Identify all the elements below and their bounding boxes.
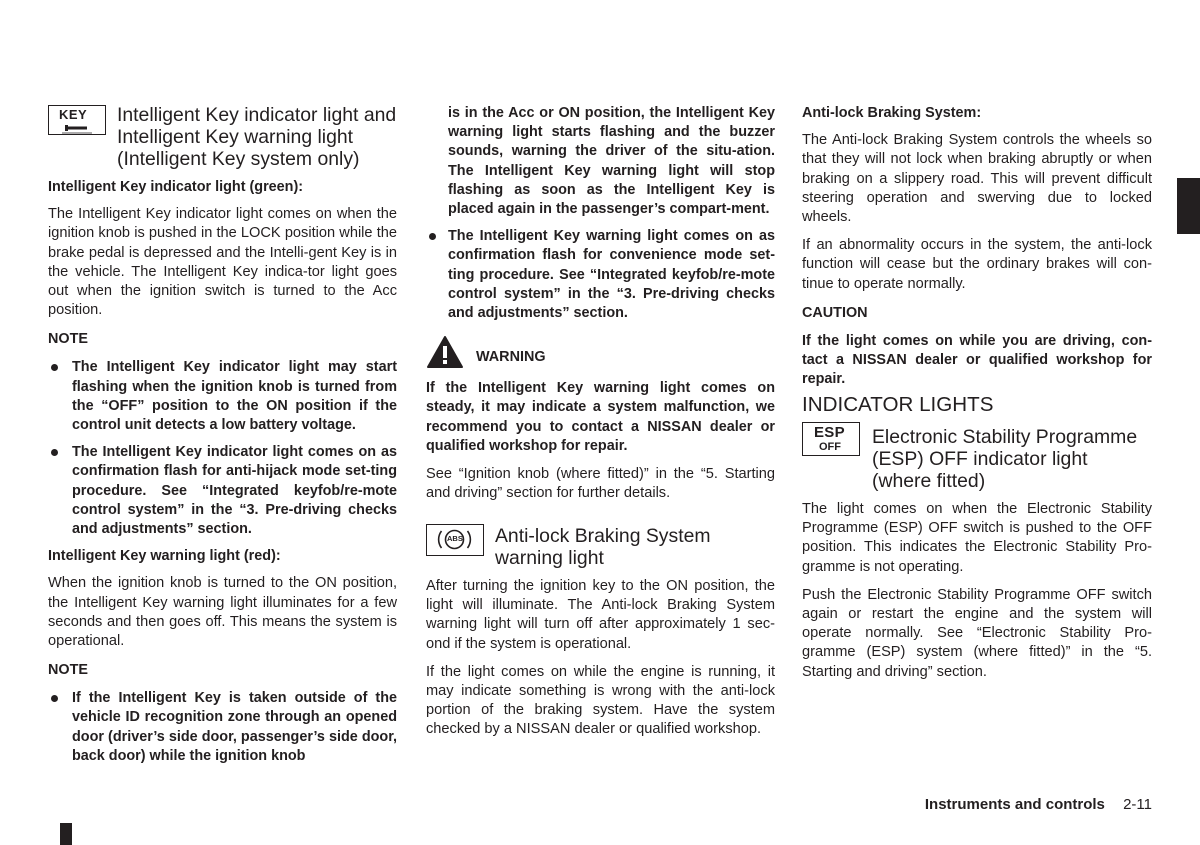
section-heading-indicator-lights: INDICATOR LIGHTS xyxy=(802,393,994,416)
column-3 xyxy=(802,104,1152,389)
corner-bar-marker xyxy=(60,823,72,845)
key-title-line: Intelligent Key indicator light and xyxy=(117,104,397,126)
column-2-lower xyxy=(426,577,775,740)
caution-label: CAUTION xyxy=(802,304,868,321)
warning-header xyxy=(426,333,775,373)
paragraph: If the light comes on while the engine is running, it may indicate something is wrong with the anti-lock portion of the braking system. Have the system checked by a NISSAN dealer or qualified workshop. xyxy=(426,663,775,738)
chapter-tab-marker xyxy=(1177,178,1200,234)
paragraph: The Anti-lock Braking System controls the wheels so that they will not lock when braking abruptly or when braking on a slippery road. This will prevent difficult steering operation and swerving due to locked wheels. xyxy=(802,132,1152,226)
bullet-item: The Intelligent Key warning light comes on as confirmation flash for convenience mode set-ting procedure. See “Integrated keyfob/re-mote control system” in the “3. Pre-driving checks and adjustments” section. xyxy=(426,227,775,323)
paragraph: See “Ignition knob (where fitted)” in the “5. Starting and driving” section for further details. xyxy=(426,466,775,502)
esp-title-line: Electronic Stability Programme xyxy=(872,426,1138,448)
esp-icon-bottom-label: OFF xyxy=(819,441,841,453)
subheading-warning-red: Intelligent Key warning light (red): xyxy=(48,548,281,565)
abs-title-line: Anti-lock Braking System xyxy=(495,525,711,547)
subheading-abs: Anti-lock Braking System: xyxy=(802,105,982,121)
esp-icon-top-label: ESP xyxy=(814,424,845,441)
esp-section-title xyxy=(872,426,1162,492)
abs-section-title xyxy=(495,525,775,569)
column-2 xyxy=(426,104,775,503)
paragraph: The light comes on when the Electronic Stability Programme (ESP) OFF switch is pushed to the OFF position. This indicates the Electronic Stability Pro-gramme is not operating. xyxy=(802,501,1152,575)
column-1 xyxy=(48,178,397,766)
footer-section-name: Instruments and controls xyxy=(924,796,1105,813)
paragraph: After turning the ignition key to the ON position, the light will illuminate. The Anti-lock Braking System warning light will turn off after approximately 1 sec-ond if the system is operational. xyxy=(426,578,775,652)
key-section-title xyxy=(117,104,407,170)
note-label: NOTE xyxy=(48,662,88,679)
footer-page-number: 2-11 xyxy=(1123,796,1152,813)
paragraph: If an abnormality occurs in the system, the anti-lock function will cease but the ordinary brakes will con-tinue to operate normally. xyxy=(802,237,1152,292)
abs-icon-label: ABS xyxy=(447,534,463,543)
esp-off-icon xyxy=(802,422,860,456)
key-title-line: (Intelligent Key system only) xyxy=(117,148,360,170)
bullet-continuation: is in the Acc or ON position, the Intelligent Key warning light starts flashing and the buzzer sounds, warning the driver of the situ-ation. The Intelligent Key warning light will stop flashing as soon as the Intelligent Key is placed again in the passenger’s compart-ment. xyxy=(448,105,775,218)
esp-title-line: (where fitted) xyxy=(872,470,986,492)
paragraph: When the ignition knob is turned to the ON position, the Intelligent Key warning light illuminates for a few seconds and then goes off. This means the system is operational. xyxy=(48,575,397,650)
warning-text: If the Intelligent Key warning light comes on steady, it may indicate a system malfunction, we recommend you to contact a NISSAN dealer or qualified workshop for repair. xyxy=(426,380,775,454)
key-title-line: Intelligent Key warning light xyxy=(117,126,354,148)
key-icon xyxy=(48,105,106,135)
bullet-item: The Intelligent Key indicator light comes on as confirmation flash for anti-hijack mode set-ting procedure. See “Integrated keyfob/re-mote control system” in the “3. Pre-driving checks and adjustments” section. xyxy=(48,443,397,539)
key-icon-label: KEY xyxy=(59,107,88,122)
warning-triangle-icon xyxy=(426,335,464,369)
bullet-item: The Intelligent Key indicator light may start flashing when the ignition knob is turned from the “OFF” position to the ON position if the control unit detects a low battery voltage. xyxy=(48,358,397,435)
bullet-item: If the Intelligent Key is taken outside of the vehicle ID recognition zone through an opened door (driver’s side door, passenger’s side door, back door) while the ignition knob xyxy=(48,689,397,766)
caution-text: If the light comes on while you are driving, con-tact a NISSAN dealer or qualified workshop for repair. xyxy=(802,332,1152,388)
warning-label: WARNING xyxy=(476,349,546,366)
subheading-indicator-green: Intelligent Key indicator light (green): xyxy=(48,179,304,195)
note-label: NOTE xyxy=(48,331,88,348)
column-3-lower xyxy=(802,500,1152,682)
abs-title-line: warning light xyxy=(495,547,604,569)
key-symbol-icon xyxy=(48,105,106,135)
abs-icon xyxy=(426,524,484,556)
paragraph: The Intelligent Key indicator light comes on when the ignition knob is pushed in the LOCK position while the brake pedal is depressed and the Intelli-gent Key is in the vehicle. The Intelligent Key indica-tor light goes out when the ignition switch is turned to the Acc position. xyxy=(48,206,397,319)
esp-title-line: (ESP) OFF indicator light xyxy=(872,448,1088,470)
paragraph: Push the Electronic Stability Programme OFF switch again or restart the engine and the system will operate normally. See “Electronic Stability Pro-gramme (ESP) system (where fitted)” in the “5. Starting and driving” section. xyxy=(802,586,1152,680)
page-footer xyxy=(925,796,1152,813)
